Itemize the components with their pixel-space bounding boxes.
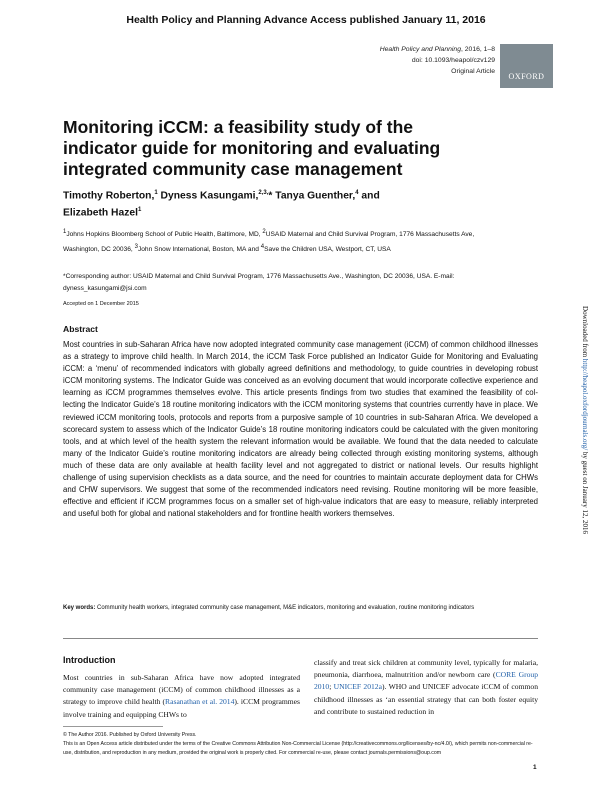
- journal-citation: [380, 44, 495, 55]
- affiliation-text: USAID Maternal and Child Survival Program, 1776 Massachusetts Ave, Washington, DC 20036,: [63, 231, 475, 254]
- article-title: Monitoring iCCM: a feasibility study of the indicator guide for monitoring and evaluating integrated community case management: [63, 117, 441, 179]
- affiliation-text: Save the Children USA, Westport, CT, USA: [264, 246, 391, 254]
- author-conjunction: and: [358, 190, 380, 202]
- affiliations: [63, 226, 493, 256]
- affiliation-text: Johns Hopkins Bloomberg School of Public Health, Baltimore, MD,: [66, 231, 263, 239]
- keywords-text: Community health workers, integrated community case management, M&E indicators, monitoring and evaluation, routine monitoring indicators: [95, 605, 475, 611]
- license-footnote: [63, 731, 538, 757]
- affiliation-text: John Snow International, Boston, MA and: [137, 246, 261, 254]
- body-text: classify and treat sick children at community level, typically for malaria, pneumonia, diarrhoea, malnutrition and/or newborn care (: [314, 658, 538, 680]
- affiliation-marker: 2,3,: [258, 190, 269, 196]
- advance-access-banner: Health Policy and Planning Advance Access published January 11, 2016: [126, 14, 486, 26]
- corresponding-author: [63, 271, 493, 295]
- journal-name: Health Policy and Planning: [379, 46, 461, 53]
- watermark-text: by guest on January 12, 2016: [581, 450, 589, 534]
- citation-link[interactable]: UNICEF 2012a: [333, 682, 382, 692]
- author-list: [63, 186, 503, 221]
- footnote-divider: [63, 726, 163, 727]
- corresponding-marker: *: [63, 273, 66, 280]
- citation-link[interactable]: Rasanathan et al. 2014: [165, 697, 235, 707]
- introduction-heading: Introduction: [63, 655, 116, 665]
- intro-column-right: [314, 657, 538, 718]
- watermark-text: Downloaded from: [581, 306, 589, 359]
- download-watermark: [581, 230, 589, 610]
- corresponding-text: Corresponding author: USAID Maternal and Child Survival Program, 1776 Massachusetts Ave., Washington, DC 20036, USA. E-mail: dyness_kasungami@jsi.com: [63, 273, 455, 292]
- body-text: ). WHO and UNICEF advocate iCCM of common childhood illnesses as ‘an essential strategy that can both foster equity and contribute to sustained reduction in: [314, 682, 538, 716]
- corresponding-marker: *: [268, 190, 273, 202]
- affiliation-marker: 4: [260, 244, 265, 251]
- copyright-line: © The Author 2016. Published by Oxford University Press.: [63, 732, 197, 738]
- affiliation-marker: 4: [355, 190, 359, 196]
- body-text: Most countries in sub-Saharan Africa have now adopted integrated community case management (iCCM) of common childhood illnesses as a strategy to improve child health (: [63, 673, 300, 707]
- abstract-text: Most countries in sub-Saharan Africa have now adopted integrated community case management (iCCM) of common childhood illnesses as a strategy to improve child health. In March 2014, the iCCM Task Force published an Indicator Guide for Monitoring and Evaluating iCCM: a ‘menu’ of recommended indicators with globally agreed definitions and methodology, to guide countries in developing robust iCCM monitoring systems. The Indicator Guide was conceived as an evolving document that would incorporate collective experience and learning as iCCM programmes themselves evolve. This article presents findings from two studies that examined the feasibility of collecting the Indicator Guide’s 18 routine monitoring indicators with the iCCM monitoring systems that countries currently have in place. We reviewed iCCM monitoring tools, protocols and reports from a purposive sample of 10 countries in sub-Saharan Africa. We developed a scorecard system to assess which of the Indicator Guide’s 18 routine monitoring indicators could be calculated with the given monitoring tools, and at which level of the health system the relevant information would be available. We found that the data needed to calculate many of the Indicator Guide’s routine monitoring indicators are already being collected through existing monitoring systems, although much of these data are only available at health facility level and not aggregated to district or national levels. Our results highlight challenge of using supervision checklists as a data source, and the need for countries to maintain accurate deployment data for CHWs and CHW supervisors. We suggest that some of the recommended indicators need revising. Routine monitoring will be more feasible, effective and efficient if iCCM programmes focus on a smaller set of high-value indicators that are easy to measure, reliably interpreted and useful both for global and national stakeholders and for frontline health workers themselves.: [63, 340, 538, 519]
- author-name: Elizabeth Hazel: [63, 207, 138, 219]
- article-meta: [380, 44, 495, 77]
- keywords: [63, 603, 503, 614]
- oxford-logo: [500, 44, 553, 88]
- section-divider: [63, 638, 538, 639]
- affiliation-marker: 3: [134, 244, 138, 251]
- citation-link[interactable]: CORE Group 2010: [314, 670, 538, 692]
- license-text: This is an Open Access article distributed under the terms of the Creative Commons Attribution Non-Commercial License (http://creativecommons.org/licenses/by-nc/4.0/), which permits non-commercial re-use, distribution, and reproduction in any medium, provided the original work is properly cited. For commercial re-use, please contact journals.permissions@oup.com: [63, 740, 533, 756]
- watermark-link[interactable]: http://heapol.oxfordjournals.org/: [581, 358, 589, 451]
- author-name: Dyness Kasungami,: [157, 190, 259, 202]
- keywords-label: Key words:: [63, 605, 96, 611]
- citation-info: , 2016, 1–8: [460, 46, 495, 53]
- author-name: Tanya Guenther,: [272, 190, 356, 202]
- page-number: 1: [533, 764, 537, 771]
- affiliation-marker: 1: [154, 190, 158, 196]
- doi[interactable]: doi: 10.1093/heapol/czv129: [411, 57, 495, 64]
- intro-column-left: [63, 672, 300, 721]
- accepted-date: Accepted on 1 December 2015: [63, 301, 139, 307]
- oxford-logo-text: OXFORD: [508, 72, 545, 81]
- affiliation-marker: 1: [137, 207, 142, 214]
- author-name: Timothy Roberton,: [63, 190, 155, 202]
- affiliation-marker: 2: [262, 229, 266, 235]
- affiliation-marker: 1: [63, 229, 67, 235]
- body-text: ). iCCM programmes involve training and equipping CHWs to: [63, 697, 300, 719]
- abstract-heading: Abstract: [63, 324, 98, 334]
- article-type: Original Article: [451, 68, 495, 75]
- citation-separator: ;: [329, 682, 334, 692]
